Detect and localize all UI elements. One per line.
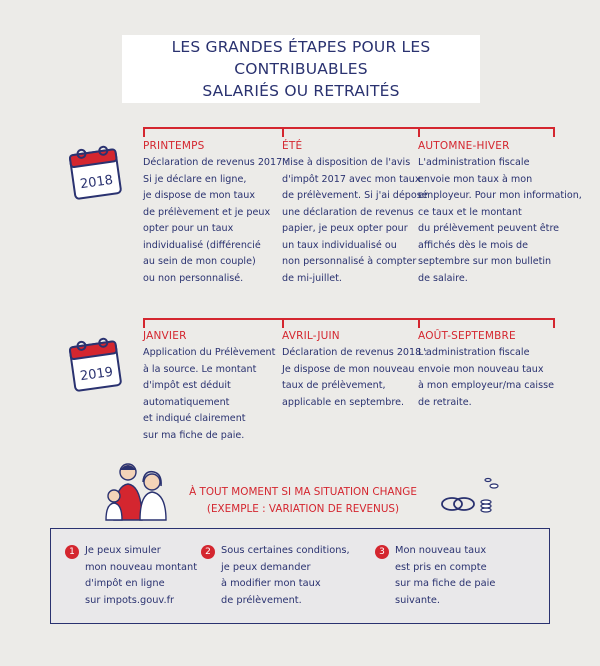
column-avril-juin: AVRIL-JUIN Déclaration de revenus 2018 : Je dispose de mon nouveau taux de prélèvement, applicable en septembre.: [282, 330, 428, 408]
option-number: 2: [201, 545, 215, 559]
calendar-year: 2018: [79, 172, 115, 193]
column-printemps: PRINTEMPS Déclaration de revenus 2017 : Si je déclare en ligne, je dispose de mon taux de prélèvement et je peux opter pour un taux individualisé (différencié au sein de mon couple) ou non personnalisé.: [143, 140, 289, 284]
timeline-2019: [143, 318, 555, 320]
column-heading: ÉTÉ: [282, 140, 303, 152]
calendar-icon: [64, 332, 128, 394]
family-icon: [98, 460, 176, 522]
option-number: 1: [65, 545, 79, 559]
column-heading: AUTOMNE-HIVER: [418, 140, 510, 152]
column-heading: AOÛT-SEPTEMBRE: [418, 330, 516, 342]
impots-gouv-link[interactable]: sur impots.gouv.fr: [85, 594, 175, 606]
option-number: 3: [375, 545, 389, 559]
timeline-2018: [143, 127, 555, 129]
rings-icon: [436, 474, 504, 516]
column-heading: AVRIL-JUIN: [282, 330, 340, 342]
page-title-line2: SALARIÉS OU RETRAITÉS: [202, 82, 400, 100]
situation-change-notice: À TOUT MOMENT SI MA SITUATION CHANGE (EXEMPLE : VARIATION DE REVENUS): [189, 486, 417, 515]
column-aout-septembre: AOÛT-SEPTEMBRE L'administration fiscale envoie mon nouveau taux à mon employeur/ma caisse de retraite.: [418, 330, 554, 408]
calendar-year: 2019: [79, 364, 115, 385]
calendar-icon: [64, 140, 128, 202]
column-automne-hiver: AUTOMNE-HIVER L'administration fiscale envoie mon taux à mon employeur. Pour mon information, ce taux et le montant du prélèvement peuvent être affichés dès le mois de septembre sur mon bulletin de salaire.: [418, 140, 582, 284]
options-box: 1 Je peux simuler mon nouveau montant d'impôt en ligne sur impots.gouv.fr 2 Sous certaines conditions, je peux demander à modifier mon taux de prélèvement. 3 Mon nouveau taux est pris en compte sur ma fiche de paie suivante.: [50, 528, 550, 624]
column-ete: ÉTÉ Mise à disposition de l'avis d'impôt 2017 avec mon taux de prélèvement. Si j'ai déposé une déclaration de revenus papier, je peux opter pour un taux individualisé ou non personnalisé à compter de mi-juillet.: [282, 140, 428, 284]
column-heading: PRINTEMPS: [143, 140, 205, 152]
title-box: [122, 35, 480, 103]
column-heading: JANVIER: [143, 330, 187, 342]
page-title-line1: LES GRANDES ÉTAPES POUR LES CONTRIBUABLES: [171, 38, 431, 78]
column-janvier: JANVIER Application du Prélèvement à la source. Le montant d'impôt est déduit automatiquement et indiqué clairement sur ma fiche de paie.: [143, 330, 279, 444]
